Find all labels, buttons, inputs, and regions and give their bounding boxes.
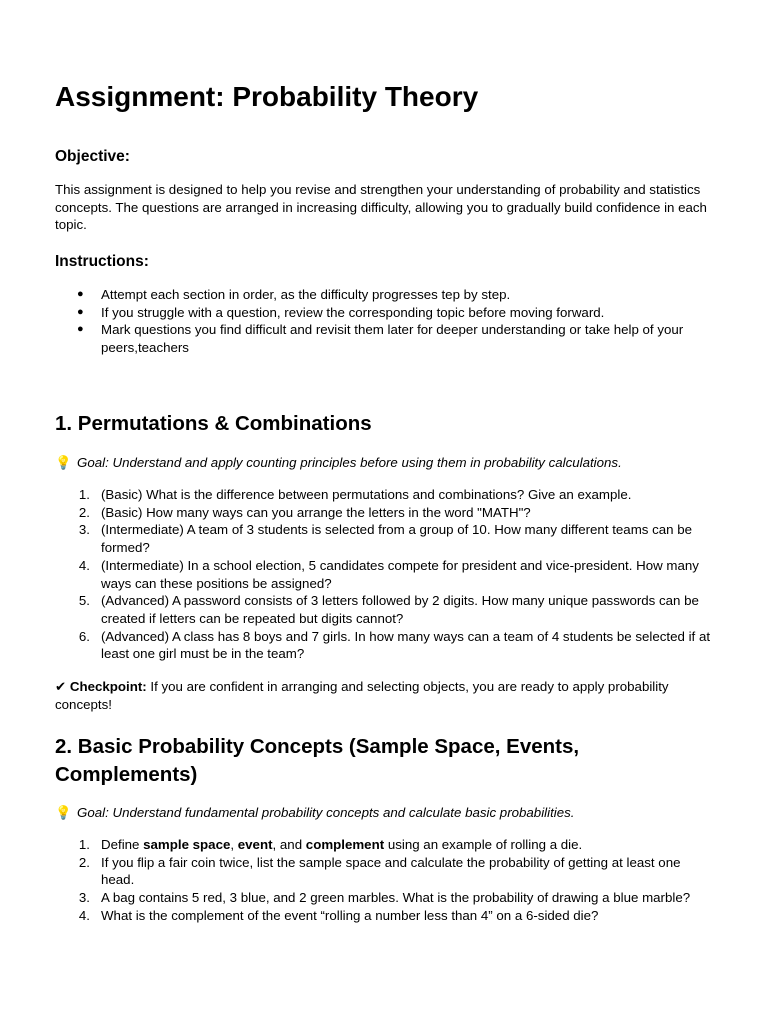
question-text: (Basic) How many ways can you arrange the letters in the word "MATH"? bbox=[101, 504, 531, 520]
questions-list bbox=[55, 486, 715, 663]
list-item bbox=[55, 321, 715, 356]
list-number: 2. bbox=[78, 854, 90, 870]
instructions-list bbox=[55, 286, 715, 357]
goal-text: Goal: Understand fundamental probability concepts and calculate basic probabilities. bbox=[77, 805, 575, 820]
list-number: 1. bbox=[78, 837, 90, 852]
bullet-icon: ● bbox=[77, 288, 84, 300]
list-number: 3. bbox=[78, 890, 90, 906]
list-number: 2. bbox=[78, 504, 90, 520]
question-item bbox=[55, 521, 715, 556]
bullet-icon: ● bbox=[77, 323, 84, 336]
goal-text: Goal: Understand and apply counting principles before using them in probability calculations. bbox=[77, 455, 622, 470]
question-item bbox=[55, 836, 715, 854]
checkpoint-note bbox=[55, 678, 715, 713]
list-number: 6. bbox=[78, 628, 90, 644]
lightbulb-icon: 💡 bbox=[55, 455, 72, 470]
question-item bbox=[55, 557, 715, 592]
term-complement: complement bbox=[305, 837, 385, 852]
section-goal bbox=[55, 804, 574, 822]
section-heading-permutations: 1. Permutations & Combinations bbox=[55, 412, 372, 435]
question-item bbox=[55, 907, 715, 925]
list-number: 3. bbox=[78, 522, 90, 538]
list-item-text: Attempt each section in order, as the difficulty progresses tep by step. bbox=[101, 287, 511, 302]
question-text: A bag contains 5 red, 3 blue, and 2 green marbles. What is the probability of drawing a blue marble? bbox=[101, 890, 691, 906]
question-text: (Intermediate) In a school election, 5 candidates compete for president and vice-president. How many ways can these positions be assigned? bbox=[101, 557, 699, 591]
checkmark-icon: ✔ bbox=[55, 679, 67, 694]
list-number: 1. bbox=[78, 487, 90, 502]
question-item bbox=[55, 628, 715, 663]
question-item bbox=[55, 504, 715, 522]
term-event: event bbox=[237, 837, 273, 852]
term-sample-space: sample space bbox=[143, 837, 231, 852]
bullet-icon: ● bbox=[77, 305, 84, 318]
checkpoint-label: Checkpoint: bbox=[69, 679, 147, 694]
list-number: 4. bbox=[78, 557, 90, 573]
instructions-heading: Instructions: bbox=[55, 253, 149, 270]
objective-text: This assignment is designed to help you revise and strengthen your understanding of probability and statistics concepts. The questions are arranged in increasing difficulty, allowing you to gradually build confidence in each topic. bbox=[55, 182, 707, 233]
question-item bbox=[55, 854, 715, 889]
page-title: Assignment: Probability Theory bbox=[55, 81, 479, 112]
lightbulb-icon: 💡 bbox=[55, 805, 72, 820]
question-text: (Advanced) A password consists of 3 letters followed by 2 digits. How many unique passwords can be created if letters can be repeated but digits cannot? bbox=[101, 593, 699, 626]
question-text: Define sample space, event, and complement using an example of rolling a die. bbox=[101, 837, 583, 852]
list-item bbox=[55, 304, 715, 322]
list-number: 4. bbox=[78, 907, 90, 923]
question-item bbox=[55, 486, 715, 504]
question-text: (Intermediate) A team of 3 students is selected from a group of 10. How many different teams can be formed? bbox=[101, 522, 693, 556]
list-item-text: If you struggle with a question, review the corresponding topic before moving forward. bbox=[101, 304, 605, 320]
section-goal bbox=[55, 454, 622, 472]
question-item bbox=[55, 592, 715, 627]
question-item bbox=[55, 889, 715, 907]
checkpoint-text: If you are confident in arranging and selecting objects, you are ready to apply probability concepts! bbox=[55, 679, 669, 712]
question-text: (Basic) What is the difference between permutations and combinations? Give an example. bbox=[101, 487, 632, 502]
list-item bbox=[55, 286, 715, 304]
question-text: If you flip a fair coin twice, list the sample space and calculate the probability of getting at least one head. bbox=[101, 854, 681, 888]
section-heading-basic-probability: 2. Basic Probability Concepts (Sample Space, Events, Complements) bbox=[55, 735, 580, 786]
list-item-text: Mark questions you find difficult and revisit them later for deeper understanding or take help of your peers,teachers bbox=[101, 322, 684, 356]
objective-heading: Objective: bbox=[55, 148, 130, 165]
questions-list bbox=[55, 836, 715, 925]
question-text: What is the complement of the event “rolling a number less than 4” on a 6-sided die? bbox=[101, 907, 599, 923]
question-text: (Advanced) A class has 8 boys and 7 girls. In how many ways can a team of 4 students be selected if at least one girl must be in the team? bbox=[101, 628, 711, 662]
list-number: 5. bbox=[78, 593, 90, 609]
